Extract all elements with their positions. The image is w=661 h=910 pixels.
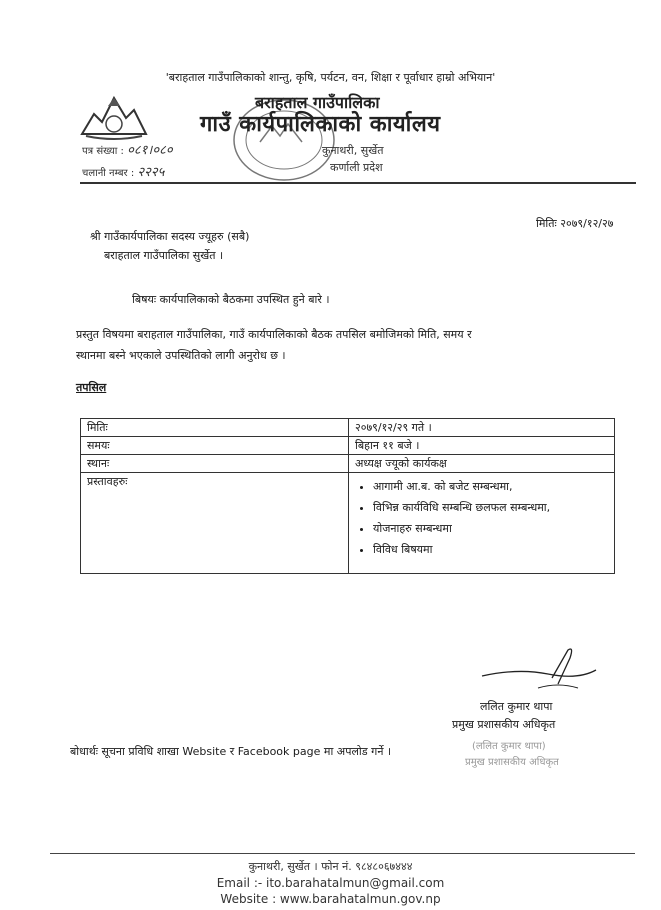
row-value: बिहान ११ बजे । xyxy=(349,437,615,455)
body-line-1: प्रस्तुत विषयमा बराहताल गाउँपालिका, गाउँ कार्यपालिकाको बैठक तपसिल बमोजिमको मिति, समय र xyxy=(76,328,472,341)
row-value: २०७९/१२/२९ गते । xyxy=(349,419,615,437)
letter-subject: बिषयः कार्यपालिकाको बैठकमा उपस्थित हुने बारे । xyxy=(132,293,330,306)
footer-divider xyxy=(50,853,635,854)
dispatch-number xyxy=(82,162,164,180)
table-row xyxy=(81,473,615,574)
reference-number-value: ०८१।०८० xyxy=(127,143,173,158)
dispatch-number-value: २२२५ xyxy=(137,165,165,180)
list-item: • विविध बिषयमा xyxy=(373,541,608,558)
dispatch-number-label: चलानी नम्बर : xyxy=(82,168,135,179)
list-item: • विभिन्न कार्यविधि सम्बन्धि छलफल सम्बन्धमा, xyxy=(373,499,608,516)
office-name: बराहताल गाउँपालिका xyxy=(255,93,380,112)
table-row xyxy=(81,437,615,455)
letter-body xyxy=(76,324,646,366)
office-province: कर्णाली प्रदेश xyxy=(330,161,383,174)
handwritten-signature xyxy=(478,648,598,700)
body-line-2: स्थानमा बस्ने भएकाले उपस्थितिको लागी अनुरोध छ । xyxy=(76,349,286,362)
row-label: मितिः xyxy=(81,419,349,437)
agenda-list xyxy=(355,478,608,558)
signatory-title: प्रमुख प्रशासकीय अधिकृत xyxy=(452,718,556,731)
agenda-label: प्रस्तावहरुः xyxy=(81,473,349,574)
nepal-emblem-icon xyxy=(78,84,150,142)
list-item: • आगामी आ.ब. को बजेट सम्बन्धमा, xyxy=(373,478,608,495)
meeting-details-table xyxy=(80,418,615,574)
office-title: गाउँ कार्यपालिकाको कार्यालय xyxy=(200,112,441,137)
list-item: • योजनाहरु सम्बन्धमा xyxy=(373,520,608,537)
table-row xyxy=(81,419,615,437)
row-value: अध्यक्ष ज्यूको कार्यकक्ष xyxy=(349,455,615,473)
footer-address: कुनाथरी, सुर्खेत । फोन नं. ९८४८०६७४४४ xyxy=(248,860,413,873)
reference-number xyxy=(82,140,173,158)
slogan: 'बराहताल गाउँपालिकाको शान्तु, कृषि, पर्यटन, वन, शिक्षा र पूर्वाधार हाम्रो अभियान' xyxy=(165,71,496,84)
letter-date: मितिः २०७९/१२/२७ xyxy=(536,217,614,230)
details-heading: तपसिल xyxy=(76,381,107,394)
office-location: कुनाथरी, सुर्खेत xyxy=(322,144,384,157)
signatory-name: ललित कुमार थापा xyxy=(480,700,553,713)
row-label: समयः xyxy=(81,437,349,455)
signatory-stamp-title: प्रमुख प्रशासकीय अधिकृत xyxy=(465,757,559,768)
addressee-line-1: श्री गाउँकार्यपालिका सदस्य ज्यूहरु (सबै) xyxy=(90,230,250,243)
addressee-line-2: बराहताल गाउँपालिका सुर्खेत । xyxy=(104,249,224,262)
row-label: स्थानः xyxy=(81,455,349,473)
agenda-list-cell xyxy=(349,473,615,574)
cc-note: बोधार्थः सूचना प्रविधि शाखा Website र Facebook page मा अपलोड गर्ने । xyxy=(70,745,392,758)
footer-website: Website : www.barahatalmun.gov.np xyxy=(220,892,441,906)
footer-email: Email :- ito.barahatalmun@gmail.com xyxy=(216,876,445,890)
reference-number-label: पत्र संख्या : xyxy=(82,146,124,157)
header-divider xyxy=(80,182,636,184)
signatory-stamp-name: (ललित कुमार थापा) xyxy=(472,741,546,752)
table-row xyxy=(81,455,615,473)
